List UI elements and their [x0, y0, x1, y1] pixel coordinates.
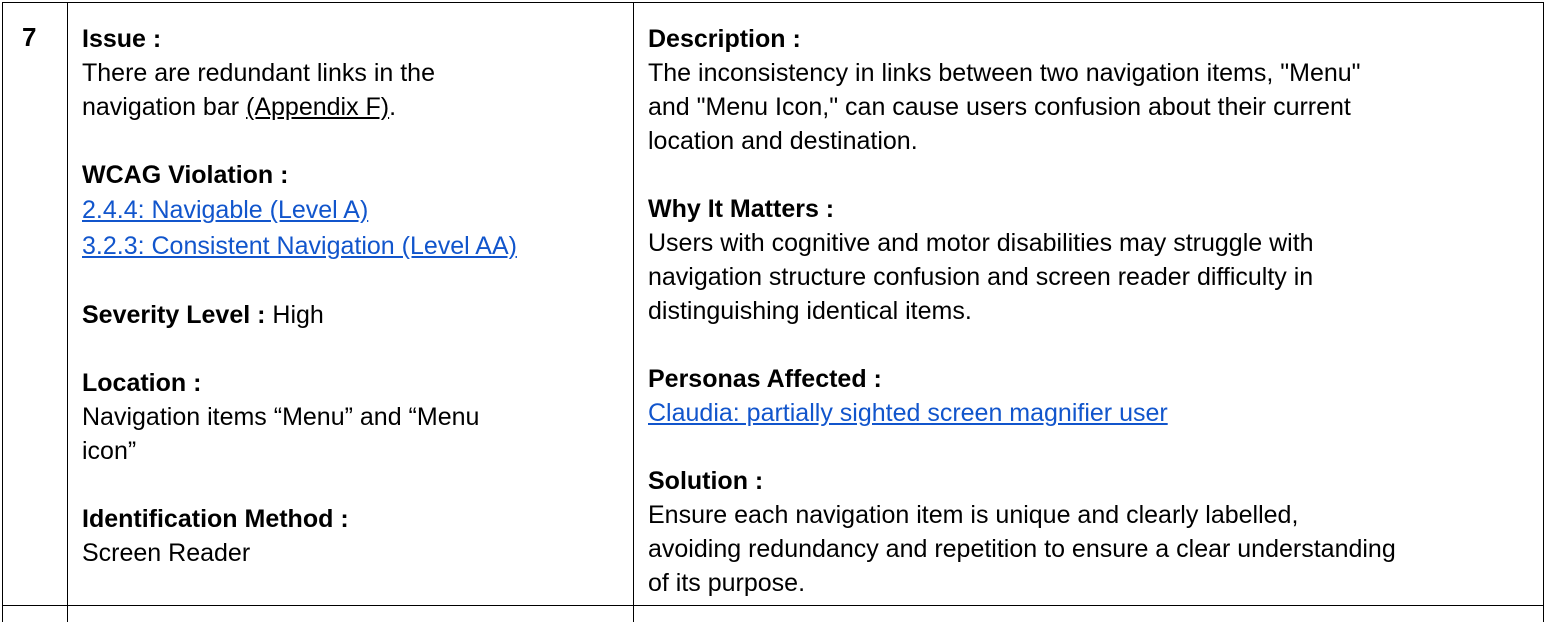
row-number: 7 [22, 22, 37, 52]
personas-heading: Personas Affected : [648, 365, 882, 393]
issue-details-cell [82, 22, 632, 570]
severity-value: High [265, 301, 324, 329]
why-line: navigation structure confusion and screen reader difficulty in [648, 263, 1314, 291]
solution-line: of its purpose. [648, 569, 806, 597]
identification-heading: Identification Method : [82, 505, 349, 533]
description-line: The inconsistency in links between two navigation items, "Menu" [648, 59, 1361, 87]
severity-line [82, 298, 632, 332]
why-heading: Why It Matters : [648, 195, 835, 223]
table-right-border [1543, 2, 1544, 622]
why-line: distinguishing identical items. [648, 297, 972, 325]
wcag-link-navigable[interactable]: 2.4.4: Navigable (Level A) [82, 196, 369, 224]
solution-heading: Solution : [648, 467, 764, 495]
appendix-link[interactable]: (Appendix F) [246, 93, 390, 121]
persona-link-claudia[interactable]: Claudia: partially sighted screen magnifier user [648, 399, 1168, 427]
location-text-line2: icon” [82, 437, 137, 465]
identification-value: Screen Reader [82, 539, 251, 567]
row-bottom-border [2, 605, 1544, 606]
column-divider-2 [633, 2, 634, 622]
description-line: location and destination. [648, 127, 918, 155]
issue-text-pre: navigation bar [82, 93, 247, 121]
description-heading: Description : [648, 25, 801, 53]
solution-line: avoiding redundancy and repetition to ensure a clear understanding [648, 535, 1396, 563]
issue-heading: Issue : [82, 25, 162, 53]
issue-table [2, 2, 1544, 622]
description-line: and "Menu Icon," can cause users confusion about their current [648, 93, 1351, 121]
severity-heading: Severity Level : [82, 301, 266, 329]
wcag-link-consistent-navigation[interactable]: 3.2.3: Consistent Navigation (Level AA) [82, 232, 517, 260]
issue-text-post: . [389, 93, 397, 121]
wcag-heading: WCAG Violation : [82, 161, 289, 189]
table-left-border [2, 2, 3, 622]
solution-line: Ensure each navigation item is unique and clearly labelled, [648, 501, 1299, 529]
issue-explanation-cell [648, 22, 1538, 600]
column-divider-1 [67, 2, 68, 622]
why-line: Users with cognitive and motor disabilities may struggle with [648, 229, 1314, 257]
issue-text-line1: There are redundant links in the [82, 59, 435, 87]
table-top-border [2, 2, 1544, 3]
location-text-line1: Navigation items “Menu” and “Menu [82, 403, 480, 431]
location-heading: Location : [82, 369, 202, 397]
issue-text-line2 [82, 90, 632, 124]
